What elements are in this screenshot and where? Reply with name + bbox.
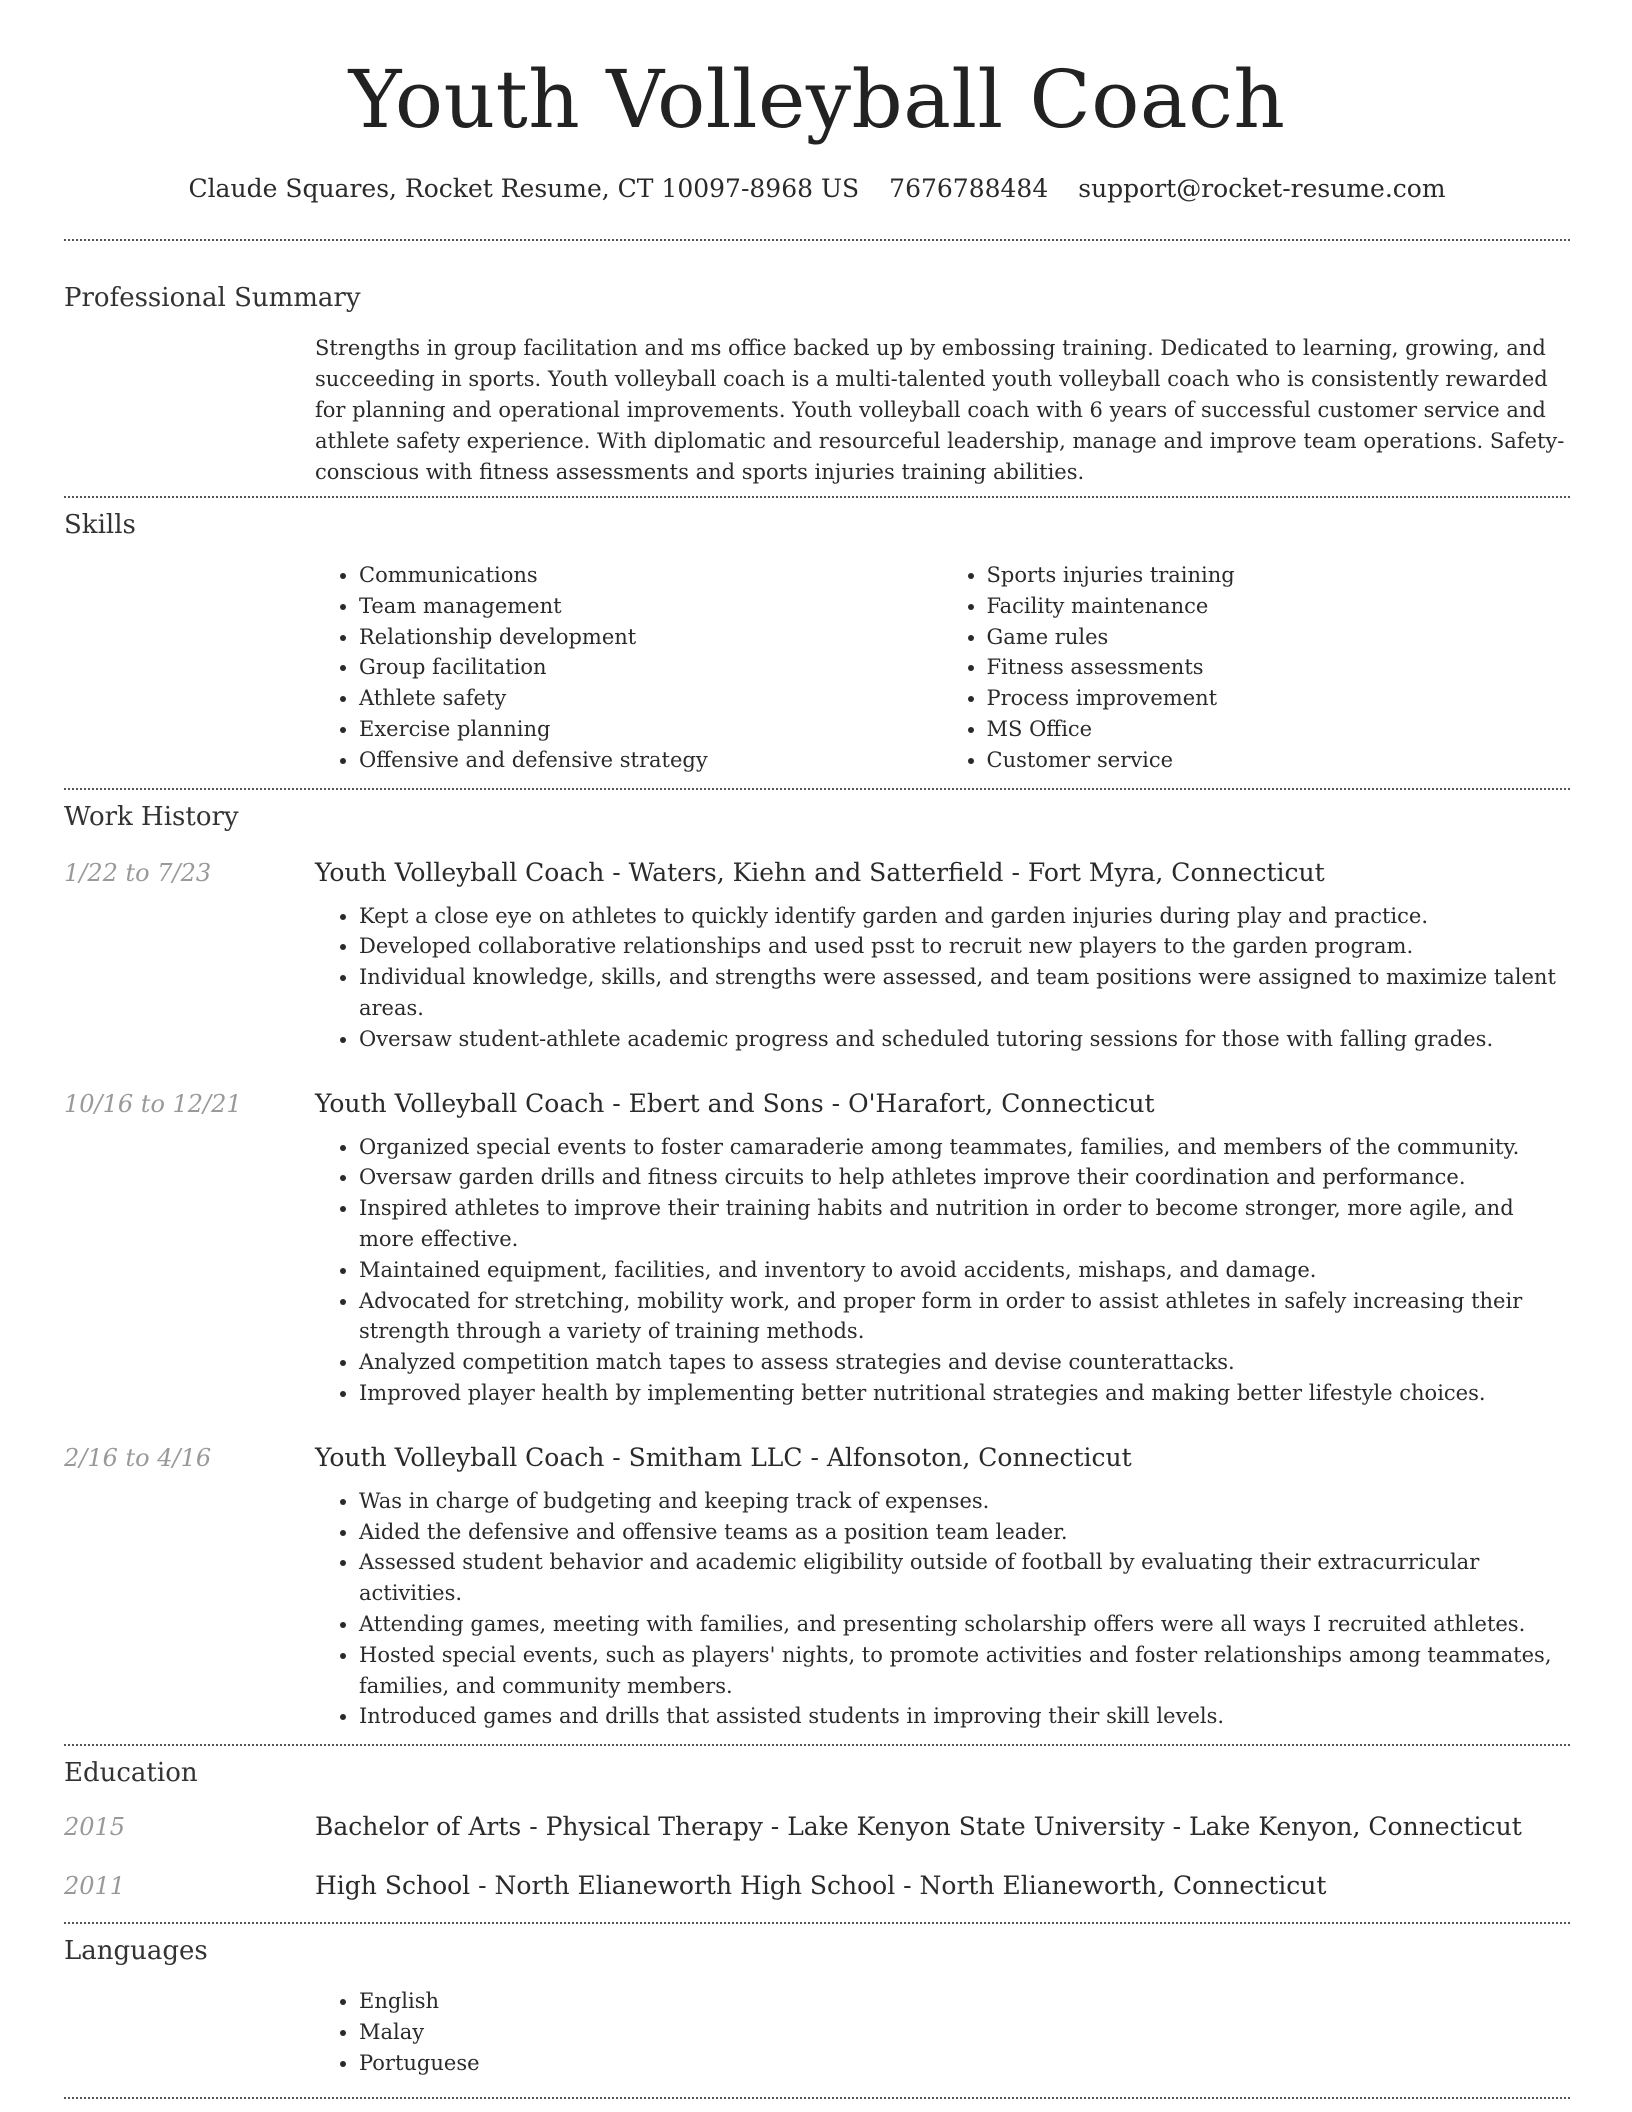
skill-item: • Offensive and defensive strategy <box>359 745 943 776</box>
job-bullet: • Kept a close eye on athletes to quickly identify garden and garden injuries during play and practice. <box>359 901 1570 932</box>
job-bullets <box>315 1486 1570 1732</box>
education-year: 2011 <box>64 1872 126 1901</box>
divider <box>64 496 1570 498</box>
education-entry <box>64 1812 1570 1841</box>
resume-name: Youth Volleyball Coach <box>348 53 1286 146</box>
skills-heading: Skills <box>64 510 136 540</box>
job-dates: 2/16 to 4/16 <box>64 1443 212 1472</box>
skill-item: • Fitness assessments <box>987 652 1571 683</box>
education-heading: Education <box>64 1758 198 1789</box>
job-heading: Youth Volleyball Coach - Smitham LLC - Alfonsoton, Connecticut <box>315 1442 1132 1472</box>
contact-address: Claude Squares, Rocket Resume, CT 10097-8968 US <box>188 174 860 203</box>
language-item: • English <box>359 1986 1570 2017</box>
skill-item: • Sports injuries training <box>987 560 1571 591</box>
summary-text: Strengths in group facilitation and ms office backed up by embossing training. Dedicated to learning, growing, and succeeding in sports. Youth volleyball coach is a multi-talented youth volleyball coach who is consistently rewarded for planning and operational improvements. Youth volleyball coach with 6 years of successful customer service and athlete safety experience. With diplomatic and resourceful leadership, manage and improve team operations. Safety-conscious with fitness assessments and sports injuries training abilities. <box>315 336 1565 484</box>
job-bullet: • Improved player health by implementing better nutritional strategies and making better lifestyle choices. <box>359 1378 1570 1409</box>
job-heading: Youth Volleyball Coach - Ebert and Sons - O'Harafort, Connecticut <box>315 1088 1155 1118</box>
job-bullet: • Advocated for stretching, mobility work, and proper form in order to assist athletes in safely increasing their strength through a variety of training methods. <box>359 1286 1570 1348</box>
job-bullet: • Assessed student behavior and academic eligibility outside of football by evaluating their extracurricular activities. <box>359 1547 1570 1609</box>
skill-item: • Communications <box>359 560 943 591</box>
job-bullet: • Analyzed competition match tapes to assess strategies and devise counterattacks. <box>359 1347 1570 1378</box>
contact-phone: 7676788484 <box>889 174 1049 203</box>
education-entry <box>64 1871 1570 1900</box>
job-bullet: • Developed collaborative relationships and used psst to recruit new players to the garden program. <box>359 931 1570 962</box>
skill-item: • Athlete safety <box>359 683 943 714</box>
contact-line <box>64 174 1570 203</box>
contact-email: support@rocket-resume.com <box>1078 174 1446 203</box>
job-bullet: • Attending games, meeting with families, and presenting scholarship offers were all ways I recruited athletes. <box>359 1609 1570 1640</box>
skill-item: • Team management <box>359 591 943 622</box>
job-bullet: • Hosted special events, such as players' nights, to promote activities and foster relationships among teammates, families, and community members. <box>359 1640 1570 1702</box>
job-bullets <box>315 1132 1570 1409</box>
skill-item: • Customer service <box>987 745 1571 776</box>
resume-page <box>64 0 1570 2099</box>
skill-item: • MS Office <box>987 714 1571 745</box>
job-bullet: • Inspired athletes to improve their training habits and nutrition in order to become stronger, more agile, and more effective. <box>359 1193 1570 1255</box>
job-bullet: • Aided the defensive and offensive teams as a position team leader. <box>359 1517 1570 1548</box>
job-bullet: • Oversaw student-athlete academic progress and scheduled tutoring sessions for those with falling grades. <box>359 1024 1570 1055</box>
job-entry <box>64 1443 1570 1732</box>
job-bullets <box>315 901 1570 1055</box>
education-heading-text: High School - North Elianeworth High School - North Elianeworth, Connecticut <box>315 1871 1327 1901</box>
skills-column-right <box>943 560 1571 776</box>
skill-item: • Game rules <box>987 622 1571 653</box>
divider <box>64 1922 1570 1924</box>
divider <box>64 239 1570 241</box>
skill-item: • Exercise planning <box>359 714 943 745</box>
skills-column-left <box>315 560 943 776</box>
job-bullet: • Individual knowledge, skills, and strengths were assessed, and team positions were assigned to maximize talent areas. <box>359 962 1570 1024</box>
divider <box>64 788 1570 790</box>
work-history-heading: Work History <box>64 801 239 832</box>
language-item: • Malay <box>359 2017 1570 2048</box>
job-bullet: • Oversaw garden drills and fitness circuits to help athletes improve their coordination and performance. <box>359 1162 1570 1193</box>
job-bullet: • Was in charge of budgeting and keeping track of expenses. <box>359 1486 1570 1517</box>
job-dates: 1/22 to 7/23 <box>64 858 212 887</box>
job-dates: 10/16 to 12/21 <box>64 1089 242 1118</box>
language-item: • Portuguese <box>359 2048 1570 2079</box>
skill-item: • Relationship development <box>359 622 943 653</box>
education-year: 2015 <box>64 1813 126 1842</box>
languages-list <box>315 1986 1570 2078</box>
divider <box>64 1744 1570 1746</box>
skills-list <box>315 560 1570 776</box>
job-entry <box>64 858 1570 1055</box>
education-heading-text: Bachelor of Arts - Physical Therapy - Lake Kenyon State University - Lake Kenyon, Connecticut <box>315 1812 1522 1842</box>
skill-item: • Group facilitation <box>359 652 943 683</box>
job-bullet: • Maintained equipment, facilities, and inventory to avoid accidents, mishaps, and damage. <box>359 1255 1570 1286</box>
job-bullet: • Organized special events to foster camaraderie among teammates, families, and members of the community. <box>359 1132 1570 1163</box>
skill-item: • Process improvement <box>987 683 1571 714</box>
job-bullet: • Introduced games and drills that assisted students in improving their skill levels. <box>359 1701 1570 1732</box>
languages-heading: Languages <box>64 1936 208 1967</box>
job-heading: Youth Volleyball Coach - Waters, Kiehn and Satterfield - Fort Myra, Connecticut <box>315 857 1325 887</box>
job-entry <box>64 1089 1570 1409</box>
divider <box>64 2097 1570 2099</box>
summary-heading: Professional Summary <box>64 283 361 313</box>
skill-item: • Facility maintenance <box>987 591 1571 622</box>
